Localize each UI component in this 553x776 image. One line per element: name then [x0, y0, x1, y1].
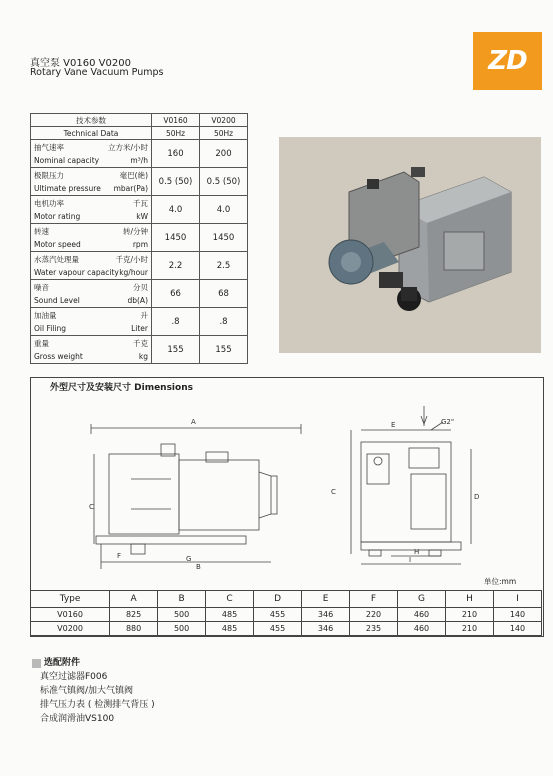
spec-row	[31, 196, 248, 224]
dimensions-cell: 485	[206, 608, 254, 622]
spec-header-row	[31, 114, 248, 127]
spec-value-1: 160	[152, 140, 200, 168]
dimensions-cell: 460	[398, 622, 446, 636]
dimensions-cell: 346	[302, 608, 350, 622]
spec-param-en: Water vapour capacity	[34, 268, 119, 277]
spec-header-row	[31, 127, 248, 140]
accessories-section	[32, 656, 155, 726]
dimensions-header-cell: A	[110, 591, 158, 608]
dimensions-cell: 500	[158, 622, 206, 636]
spec-value-2: 155	[200, 336, 248, 364]
dimensions-header-cell: F	[350, 591, 398, 608]
spec-row	[31, 280, 248, 308]
spec-value-1: 4.0	[152, 196, 200, 224]
spec-value-2: 1450	[200, 224, 248, 252]
spec-unit-cn: 毫巴(絶)	[119, 171, 148, 180]
dimensions-cell: 455	[254, 622, 302, 636]
spec-table	[30, 113, 248, 364]
spec-value-2: 0.5 (50)	[200, 168, 248, 196]
dimensions-cell: 825	[110, 608, 158, 622]
dimensions-header-cell: D	[254, 591, 302, 608]
spec-param	[31, 196, 152, 224]
spec-row	[31, 308, 248, 336]
dimensions-header-cell: E	[302, 591, 350, 608]
accessory-item: 排气压力表 ( 检测排气背压 )	[40, 700, 155, 710]
spec-unit-cn: 千克	[133, 339, 148, 348]
spec-unit-en: m³/h	[130, 156, 148, 165]
dimensions-cell: 220	[350, 608, 398, 622]
spec-param-cn: 抽气速率	[34, 143, 64, 152]
spec-param	[31, 280, 152, 308]
accessories-title-row	[32, 656, 155, 670]
accessory-item: 真空过滤器F006	[40, 672, 108, 682]
dim-label-c-front: C	[331, 488, 336, 496]
spec-param-cn: 重量	[34, 339, 49, 348]
spec-unit-en: kg/hour	[119, 268, 148, 277]
spec-unit-cn: 千瓦	[133, 199, 148, 208]
accessory-item: 合成润滑油VS100	[40, 714, 115, 724]
spec-param-en: Motor speed	[34, 240, 81, 249]
spec-unit-en: Liter	[131, 324, 148, 333]
dimensions-cell: 210	[446, 622, 494, 636]
spec-param-cn: 转速	[34, 227, 49, 236]
spec-value-2: .8	[200, 308, 248, 336]
accessories-list	[32, 670, 155, 726]
dimensions-header-cell: I	[493, 591, 541, 608]
spec-value-1: 66	[152, 280, 200, 308]
spec-value-2: 68	[200, 280, 248, 308]
spec-unit-cn: 分贝	[133, 283, 148, 292]
zd-logo: ZD	[473, 32, 542, 90]
dimensions-cell: 455	[254, 608, 302, 622]
dimensions-cell: 140	[493, 622, 541, 636]
dim-label-h: H	[414, 548, 420, 556]
dimensions-table	[30, 590, 542, 636]
spec-param-en: Gross weight	[34, 352, 83, 361]
dimensions-cell: 460	[398, 608, 446, 622]
dimensions-header-cell: H	[446, 591, 494, 608]
dim-label-a: A	[191, 418, 196, 426]
spec-row	[31, 140, 248, 168]
dim-label-c: C	[89, 503, 94, 511]
spec-unit-en: mbar(Pa)	[113, 184, 148, 193]
dimension-drawing	[31, 394, 541, 579]
spec-unit-cn: 转/分钟	[122, 227, 148, 236]
spec-value-1: 0.5 (50)	[152, 168, 200, 196]
spec-param-en: Nominal capacity	[34, 156, 100, 165]
dim-label-port: G2"	[441, 418, 455, 426]
spec-unit-en: kg	[138, 352, 148, 361]
spec-param-cn: 极限压力	[34, 171, 64, 180]
spec-param-en: Oil Filing	[34, 324, 66, 333]
spec-unit-cn: 千克/小时	[115, 255, 148, 264]
dimensions-row	[31, 622, 542, 636]
spec-param	[31, 252, 152, 280]
dimensions-cell: V0200	[31, 622, 110, 636]
spec-value-2: 4.0	[200, 196, 248, 224]
dim-label-b: B	[196, 563, 201, 571]
accessories-title: 选配附件	[44, 658, 81, 668]
spec-value-1: 2.2	[152, 252, 200, 280]
spec-freq-2: 50Hz	[200, 127, 248, 140]
bullet-square-icon	[32, 659, 41, 668]
spec-model-2: V0200	[200, 114, 248, 127]
dim-label-d: D	[474, 493, 480, 501]
spec-freq-1: 50Hz	[152, 127, 200, 140]
spec-param-en: Ultimate pressure	[34, 184, 101, 193]
dimensions-title: 外型尺寸及安装尺寸 Dimensions	[50, 383, 193, 393]
dimensions-cell: 210	[446, 608, 494, 622]
spec-param	[31, 336, 152, 364]
spec-param-cn: 加油量	[34, 311, 57, 320]
spec-unit-en: rpm	[132, 240, 148, 249]
spec-value-2: 2.5	[200, 252, 248, 280]
dimensions-header-cell: B	[158, 591, 206, 608]
spec-value-1: 155	[152, 336, 200, 364]
spec-value-2: 200	[200, 140, 248, 168]
spec-param-cn: 技术参数	[31, 114, 152, 127]
spec-value-1: 1450	[152, 224, 200, 252]
dimensions-header-row	[31, 591, 542, 608]
dimensions-header-cell: G	[398, 591, 446, 608]
dim-label-g: G	[186, 555, 192, 563]
pump-photo	[279, 137, 541, 353]
spec-param	[31, 308, 152, 336]
dimensions-header-cell: Type	[31, 591, 110, 608]
accessory-item: 标准气镇阀/加大气镇阀	[40, 686, 134, 696]
spec-model-1: V0160	[152, 114, 200, 127]
dim-label-e: E	[391, 421, 396, 429]
title-en: Rotary Vane Vacuum Pumps	[30, 67, 164, 78]
spec-param	[31, 140, 152, 168]
spec-unit-cn: 升	[140, 311, 148, 320]
dimensions-cell: 500	[158, 608, 206, 622]
spec-value-1: .8	[152, 308, 200, 336]
spec-row	[31, 224, 248, 252]
dimensions-cell: V0160	[31, 608, 110, 622]
spec-param-cn: 电机功率	[34, 199, 64, 208]
title-cn: 真空泵 V0160 V0200	[30, 58, 131, 69]
dimensions-cell: 485	[206, 622, 254, 636]
dim-label-i: I	[409, 556, 412, 564]
dimensions-cell: 140	[493, 608, 541, 622]
dimensions-cell: 235	[350, 622, 398, 636]
spec-param	[31, 168, 152, 196]
spec-unit-en: db(A)	[127, 296, 148, 305]
dimensions-cell: 346	[302, 622, 350, 636]
spec-param-cn: 水蒸汽处理量	[34, 255, 79, 264]
spec-param	[31, 224, 152, 252]
dimensions-row	[31, 608, 542, 622]
spec-row	[31, 252, 248, 280]
spec-unit-en: kW	[136, 212, 148, 221]
pump-image	[279, 137, 541, 353]
spec-param-cn: 噪音	[34, 283, 49, 292]
spec-row	[31, 168, 248, 196]
dimensions-header-cell: C	[206, 591, 254, 608]
spec-unit-cn: 立方米/小时	[107, 143, 148, 152]
unit-label: 单位:mm	[484, 577, 517, 586]
spec-param-en: Sound Level	[34, 296, 80, 305]
dimensions-cell: 880	[110, 622, 158, 636]
spec-param-en: Technical Data	[31, 127, 152, 140]
dim-label-f: F	[117, 552, 122, 560]
spec-param-en: Motor rating	[34, 212, 81, 221]
spec-row	[31, 336, 248, 364]
